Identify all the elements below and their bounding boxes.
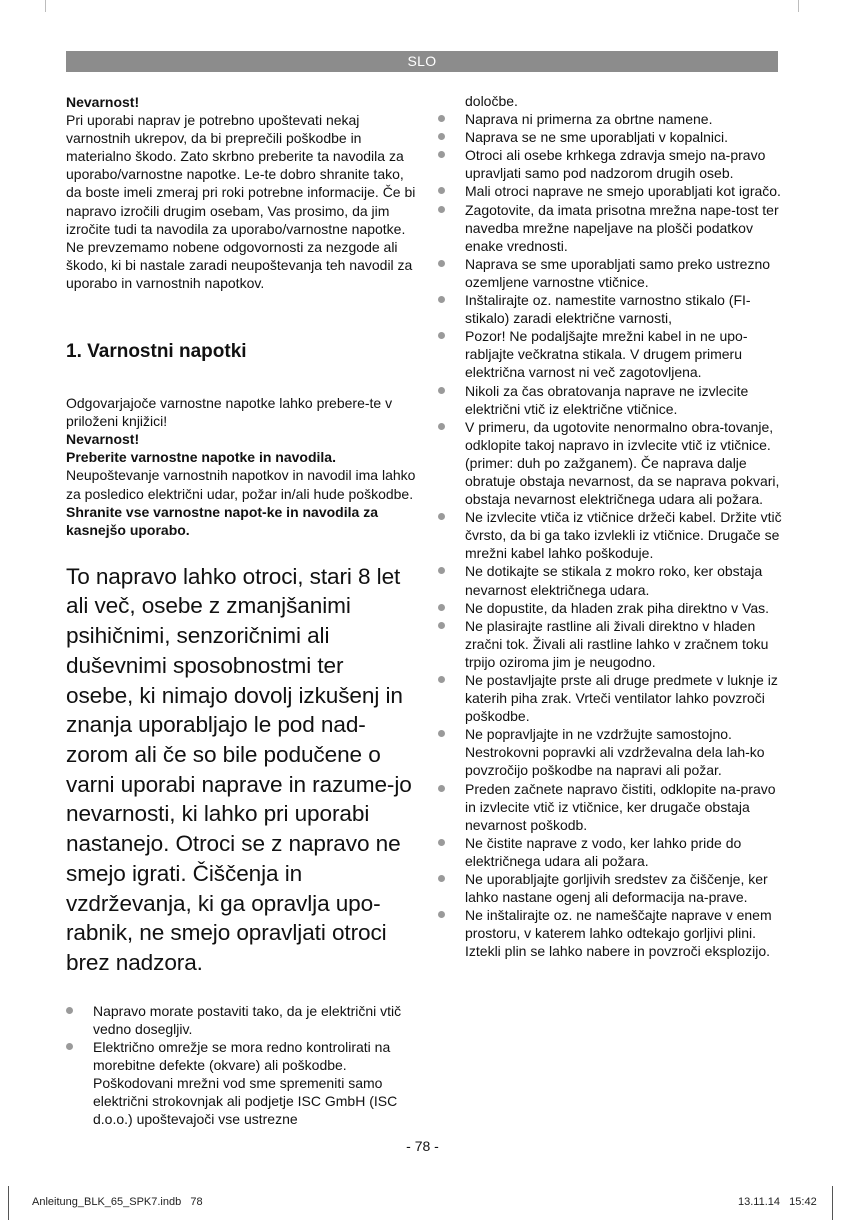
bullet-icon	[438, 260, 445, 267]
bullet-icon	[438, 875, 445, 882]
footer-separator	[832, 1186, 833, 1220]
list-item: Pozor! Ne podaljšajte mrežni kabel in ne upo-rabljajte večkratna stikala. V drugem primeru električna varnost ni več zagotovljena.	[438, 327, 783, 381]
bullet-icon	[438, 187, 445, 194]
bullet-icon	[438, 513, 445, 520]
bullet-icon	[438, 567, 445, 574]
list-item: Naprava ni primerna za obrtne namene.	[438, 110, 783, 128]
list-item: Ne dopustite, da hladen zrak piha direktno v Vas.	[438, 599, 783, 617]
continued-text: določbe.	[465, 93, 518, 109]
bullet-icon	[438, 676, 445, 683]
bullet-icon	[438, 151, 445, 158]
bullet-icon	[438, 115, 445, 122]
right-bullet-list	[438, 110, 783, 960]
warning-paragraph	[66, 466, 416, 538]
list-item: Ne dotikajte se stikala z mokro roko, ker obstaja nevarnost električnega udara.	[438, 562, 783, 598]
warning-text: Neupoštevanje varnostnih napotkov in navodil ima lahko za posledico električni udar, požar in/ali hude poškodbe.	[66, 467, 416, 502]
bullet-icon	[66, 1043, 73, 1050]
list-item: Naprava se sme uporabljati samo preko ustrezno ozemljene varnostne vtičnice.	[438, 255, 783, 291]
crop-mark	[798, 0, 799, 12]
bullet-icon	[438, 604, 445, 611]
list-item: Ne izvlecite vtiča iz vtičnice držeči kabel. Držite vtič čvrsto, da bi ga tako izvlekli iz vtičnice. Drugače se mrežni kabel lahko poškoduje.	[438, 508, 783, 562]
list-item: Ne plasirajte rastline ali živali direktno v hladen zračni tok. Živali ali rastline lahko v zračnem toku trpijo oziroma jim je neugodno.	[438, 617, 783, 671]
list-item: Ne postavljajte prste ali druge predmete v luknje iz katerih piha zrak. Vrteči ventilator lahko povzroči poškodbe.	[438, 671, 783, 725]
list-item: Inštalirajte oz. namestite varnostno stikalo (FI-stikalo) zaradi električne varnosti,	[438, 291, 783, 327]
right-column	[438, 92, 783, 961]
bullet-icon	[438, 423, 445, 430]
bullet-icon	[438, 296, 445, 303]
left-bullet-list	[66, 1002, 416, 1129]
bullet-icon	[438, 332, 445, 339]
list-item: Preden začnete napravo čistiti, odklopite na-pravo in izvlecite vtič iz vtičnice, ker drugače obstaja nevarnost poškodb.	[438, 780, 783, 834]
bullet-icon	[438, 730, 445, 737]
language-label: SLO	[407, 53, 437, 69]
bullet-icon	[66, 1007, 73, 1014]
list-item: Otroci ali osebe krhkega zdravja smejo na-pravo upravljati samo pod nadzorom drugih oseb.	[438, 146, 783, 182]
section-intro-text: Odgovarjajoče varnostne napotke lahko prebere-te v priloženi knjižici!	[66, 395, 393, 430]
warning-bold-text: Shranite vse varnostne napot-ke in navodila za kasnejšo uporabo.	[66, 503, 378, 538]
footer-filename: Anleitung_BLK_65_SPK7.indb 78	[32, 1196, 203, 1208]
bullet-icon	[438, 133, 445, 140]
list-item: Naprava se ne sme uporabljati v kopalnici.	[438, 128, 783, 146]
list-item: Električno omrežje se mora redno kontrolirati na morebitne defekte (okvare) ali poškodbe. Poškodovani mrežni vod sme spremeniti samo električni strokovnjak ali podjetje ISC GmbH (ISC d.o.o.) upoštevajoči vse ustrezne	[66, 1038, 416, 1128]
list-item: Napravo morate postaviti tako, da je električni vtič vedno dosegljiv.	[66, 1002, 416, 1038]
bullet-icon	[438, 839, 445, 846]
bullet-icon	[438, 785, 445, 792]
page-number: - 78 -	[406, 1138, 439, 1154]
language-header-bar	[66, 51, 778, 72]
footer-separator	[8, 1186, 9, 1220]
list-item: Zagotovite, da imata prisotna mrežna nape-tost ter navedba mrežne napeljave na plošči podatkov enake vrednosti.	[438, 201, 783, 255]
bullet-icon	[438, 911, 445, 918]
list-item: Nikoli za čas obratovanja naprave ne izvlecite električni vtič iz električne vtičnice.	[438, 382, 783, 418]
list-item: Mali otroci naprave ne smejo uporabljati kot igračo.	[438, 182, 783, 200]
bullet-icon	[438, 206, 445, 213]
bullet-icon	[438, 387, 445, 394]
warning-bold-line: Preberite varnostne napotke in navodila.	[66, 449, 336, 466]
warning-title: Nevarnost!	[66, 431, 140, 448]
intro-paragraph: Pri uporabi naprav je potrebno upoštevati nekaj varnostnih ukrepov, da bi preprečili poškodbe in materialno škodo. Zato skrbno preberite ta navodila za uporabo/varnostne napotke. Le-te dobro shranite tako, da boste imeli zmeraj pri roki potrebne informacije. Če bi napravo izročili drugim osebam, Vas prosimo, da jim izročite tudi ta navodila za uporabo/varnostne napotke. Ne prevzemamo nobene odgovornosti za nezgode ali škodo, ki bi nastale zaradi neupoštevanja teh navodil za uporabo in varnostnih napotkov.	[66, 112, 416, 291]
list-item: Ne popravljajte in ne vzdržujte samostojno. Nestrokovni popravki ali vzdrževalna dela lah-ko povzročijo poškodbe na napravi ali požar.	[438, 725, 783, 779]
intro-warning-title: Nevarnost!	[66, 94, 140, 110]
crop-mark	[45, 0, 46, 12]
list-item: Ne inštalirajte oz. ne nameščajte naprave v enem prostoru, v katerem lahko odtekajo gorljivi plini. Iztekli plin se lahko nabere in povzroči eksplozijo.	[438, 906, 783, 960]
children-safety-notice: To napravo lahko otroci, stari 8 let ali več, osebe z zmanjšanimi psihičnimi, senzoričnimi ali duševnimi sposobnostmi ter osebe, ki nimajo dovolj izkušenj in znanja uporabljajo le pod nad-zorom ali če so bile podučene o varni uporabi naprave in razume-jo nevarnosti, ki lahko pri uporabi nastanejo. Otroci se z napravo ne smejo igrati. Čiščenja in vzdrževanja, ki ga opravlja upo-rabnik, ne smejo opravljati otroci brez nadzora.	[66, 563, 412, 975]
list-item: Ne čistite naprave z vodo, ker lahko pride do električnega udara ali požara.	[438, 834, 783, 870]
left-column	[66, 93, 416, 1128]
section-heading: 1. Varnostni napotki	[66, 341, 247, 363]
list-item: Ne uporabljajte gorljivih sredstev za čiščenje, ker lahko nastane ogenj ali deformacija na-prave.	[438, 870, 783, 906]
bullet-icon	[438, 622, 445, 629]
footer-timestamp: 13.11.14 15:42	[738, 1196, 817, 1208]
list-item: V primeru, da ugotovite nenormalno obra-tovanje, odklopite takoj napravo in izvlecite vtič iz vtičnice. (primer: duh po zažganem). Če naprava dalje obratuje obstaja nevarnost, da se naprava pokvari, obstaja nevarnost električnega udara ali požara.	[438, 418, 783, 508]
